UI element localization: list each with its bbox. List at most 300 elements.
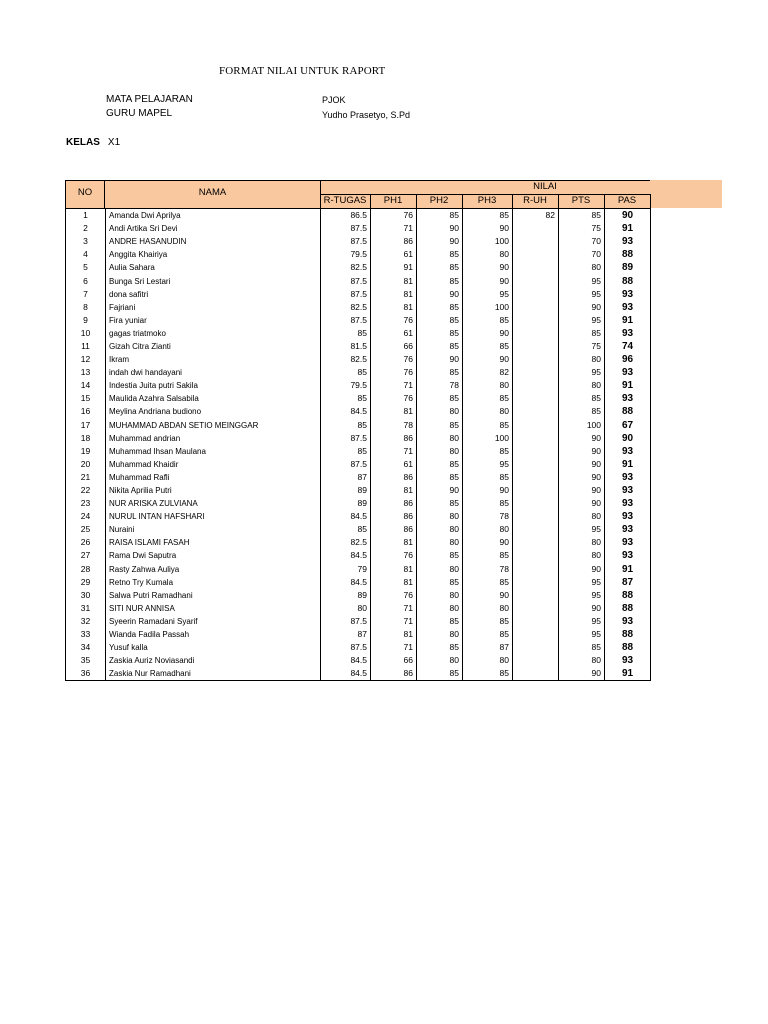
row-pas: 91 [605, 667, 651, 681]
table-row [66, 497, 651, 510]
row-pts: 95 [559, 523, 605, 536]
row-pas: 88 [605, 589, 651, 602]
row-pts: 80 [559, 353, 605, 366]
row-r-tugas: 89 [321, 497, 371, 510]
row-nama: Maulida Azahra Salsabila [106, 392, 321, 405]
row-ph2: 80 [417, 432, 463, 445]
row-pts: 95 [559, 576, 605, 589]
row-ph2: 85 [417, 301, 463, 314]
kelas-line [66, 137, 120, 148]
row-ph1: 86 [371, 523, 417, 536]
row-ph3: 80 [463, 379, 513, 392]
row-r-uh [513, 379, 559, 392]
row-ph1: 81 [371, 536, 417, 549]
row-pts: 85 [559, 209, 605, 223]
table-row [66, 510, 651, 523]
row-nama: Salwa Putri Ramadhani [106, 589, 321, 602]
row-r-tugas: 87.5 [321, 235, 371, 248]
header-ph3: PH3 [477, 195, 497, 206]
row-no: 16 [66, 405, 106, 418]
row-r-tugas: 85 [321, 392, 371, 405]
row-nama: Meylina Andriana budiono [106, 405, 321, 418]
row-r-uh [513, 471, 559, 484]
row-r-tugas: 79 [321, 563, 371, 576]
row-pas: 93 [605, 366, 651, 379]
row-no: 11 [66, 340, 106, 353]
row-ph2: 80 [417, 523, 463, 536]
kelas-value: X1 [107, 137, 121, 148]
row-ph2: 85 [417, 497, 463, 510]
row-pas: 93 [605, 654, 651, 667]
row-nama: Muhammad Rafli [106, 471, 321, 484]
row-r-tugas: 87.5 [321, 615, 371, 628]
row-ph2: 90 [417, 235, 463, 248]
grades-table [65, 208, 651, 681]
row-ph2: 80 [417, 445, 463, 458]
table-row [66, 419, 651, 432]
row-nama: Fajriani [106, 301, 321, 314]
row-ph3: 85 [463, 667, 513, 681]
table-row [66, 405, 651, 418]
row-pas: 93 [605, 615, 651, 628]
row-nama: NURUL INTAN HAFSHARI [106, 510, 321, 523]
row-pts: 95 [559, 366, 605, 379]
row-r-tugas: 87.5 [321, 222, 371, 235]
table-row [66, 288, 651, 301]
row-r-tugas: 85 [321, 523, 371, 536]
row-ph3: 90 [463, 353, 513, 366]
guru-mapel-label: GURU MAPEL [106, 108, 173, 119]
row-pts: 80 [559, 654, 605, 667]
row-no: 4 [66, 248, 106, 261]
row-pas: 88 [605, 274, 651, 287]
row-r-uh [513, 641, 559, 654]
row-r-tugas: 87.5 [321, 274, 371, 287]
row-ph1: 71 [371, 222, 417, 235]
row-ph1: 81 [371, 563, 417, 576]
row-r-tugas: 85 [321, 419, 371, 432]
row-pts: 95 [559, 615, 605, 628]
kelas-label: KELAS [66, 137, 100, 148]
row-ph1: 76 [371, 209, 417, 223]
row-nama: indah dwi handayani [106, 366, 321, 379]
row-pas: 74 [605, 340, 651, 353]
row-pas: 91 [605, 314, 651, 327]
row-r-tugas: 81.5 [321, 340, 371, 353]
row-nama: Aulia Sahara [106, 261, 321, 274]
row-ph3: 80 [463, 248, 513, 261]
row-no: 36 [66, 667, 106, 681]
table-row [66, 248, 651, 261]
row-r-tugas: 87.5 [321, 432, 371, 445]
row-ph2: 80 [417, 563, 463, 576]
row-ph3: 85 [463, 549, 513, 562]
row-r-uh [513, 301, 559, 314]
row-pas: 89 [605, 261, 651, 274]
row-pts: 95 [559, 288, 605, 301]
row-no: 34 [66, 641, 106, 654]
row-ph3: 85 [463, 419, 513, 432]
row-r-tugas: 82.5 [321, 301, 371, 314]
row-nama: Zaskia Auriz Noviasandi [106, 654, 321, 667]
row-pts: 90 [559, 471, 605, 484]
row-pas: 88 [605, 602, 651, 615]
row-pas: 93 [605, 510, 651, 523]
row-ph3: 87 [463, 641, 513, 654]
row-pts: 75 [559, 340, 605, 353]
row-r-uh [513, 392, 559, 405]
row-pts: 90 [559, 484, 605, 497]
row-ph2: 90 [417, 484, 463, 497]
row-no: 15 [66, 392, 106, 405]
row-r-tugas: 85 [321, 366, 371, 379]
row-pts: 80 [559, 536, 605, 549]
row-nama: Wianda Fadila Passah [106, 628, 321, 641]
row-r-uh [513, 576, 559, 589]
row-no: 2 [66, 222, 106, 235]
row-no: 5 [66, 261, 106, 274]
row-pts: 90 [559, 301, 605, 314]
row-no: 1 [66, 209, 106, 223]
row-pas: 87 [605, 576, 651, 589]
page-title: FORMAT NILAI UNTUK RAPORT [219, 65, 386, 77]
table-row [66, 576, 651, 589]
header-ph2: PH2 [429, 195, 449, 206]
header-pas: PAS [617, 195, 637, 206]
table-row [66, 458, 651, 471]
row-pas: 93 [605, 523, 651, 536]
row-r-uh [513, 445, 559, 458]
row-pts: 80 [559, 261, 605, 274]
row-pas: 88 [605, 641, 651, 654]
row-ph3: 90 [463, 536, 513, 549]
row-r-tugas: 82.5 [321, 536, 371, 549]
row-r-tugas: 82.5 [321, 261, 371, 274]
row-r-tugas: 82.5 [321, 353, 371, 366]
row-ph1: 86 [371, 432, 417, 445]
row-ph2: 78 [417, 379, 463, 392]
row-r-uh [513, 261, 559, 274]
row-no: 10 [66, 327, 106, 340]
row-pts: 85 [559, 327, 605, 340]
row-nama: Indestia Juita putri Sakila [106, 379, 321, 392]
row-nama: Fira yuniar [106, 314, 321, 327]
row-nama: Muhammad andrian [106, 432, 321, 445]
row-r-uh [513, 497, 559, 510]
row-pts: 85 [559, 641, 605, 654]
row-pas: 93 [605, 471, 651, 484]
table-row [66, 628, 651, 641]
row-ph1: 71 [371, 445, 417, 458]
row-ph1: 81 [371, 288, 417, 301]
row-pas: 91 [605, 379, 651, 392]
row-pas: 93 [605, 288, 651, 301]
row-ph3: 90 [463, 261, 513, 274]
table-row [66, 471, 651, 484]
row-ph3: 85 [463, 314, 513, 327]
table-row [66, 235, 651, 248]
row-nama: Bunga Sri Lestari [106, 274, 321, 287]
row-no: 26 [66, 536, 106, 549]
row-pts: 85 [559, 392, 605, 405]
row-ph1: 76 [371, 353, 417, 366]
row-ph3: 80 [463, 602, 513, 615]
row-pts: 95 [559, 628, 605, 641]
row-nama: dona safitri [106, 288, 321, 301]
row-ph1: 81 [371, 405, 417, 418]
row-pas: 90 [605, 432, 651, 445]
row-ph1: 76 [371, 366, 417, 379]
row-ph2: 85 [417, 615, 463, 628]
row-ph2: 85 [417, 314, 463, 327]
row-ph2: 85 [417, 366, 463, 379]
row-pas: 91 [605, 222, 651, 235]
table-row [66, 484, 651, 497]
row-ph1: 76 [371, 589, 417, 602]
row-ph3: 90 [463, 327, 513, 340]
row-ph3: 85 [463, 445, 513, 458]
row-r-uh [513, 288, 559, 301]
row-r-uh [513, 615, 559, 628]
row-r-tugas: 87 [321, 628, 371, 641]
row-r-uh [513, 484, 559, 497]
table-row [66, 274, 651, 287]
row-r-tugas: 84.5 [321, 667, 371, 681]
row-r-uh [513, 340, 559, 353]
row-pas: 93 [605, 327, 651, 340]
row-ph3: 90 [463, 589, 513, 602]
row-ph3: 85 [463, 497, 513, 510]
table-row [66, 379, 651, 392]
table-row [66, 314, 651, 327]
row-ph1: 66 [371, 654, 417, 667]
row-no: 23 [66, 497, 106, 510]
row-ph3: 85 [463, 392, 513, 405]
row-r-uh [513, 327, 559, 340]
row-r-tugas: 89 [321, 589, 371, 602]
table-row [66, 536, 651, 549]
row-pas: 88 [605, 628, 651, 641]
row-nama: Rasty Zahwa Auliya [106, 563, 321, 576]
table-row [66, 261, 651, 274]
row-ph1: 76 [371, 392, 417, 405]
row-pas: 88 [605, 405, 651, 418]
row-ph2: 85 [417, 667, 463, 681]
header-ph1: PH1 [383, 195, 403, 206]
row-ph3: 85 [463, 615, 513, 628]
mata-pelajaran-label: MATA PELAJARAN [106, 94, 193, 105]
row-ph1: 86 [371, 510, 417, 523]
row-ph1: 81 [371, 576, 417, 589]
row-r-uh [513, 432, 559, 445]
row-ph3: 85 [463, 209, 513, 223]
row-ph1: 86 [371, 667, 417, 681]
row-ph2: 90 [417, 222, 463, 235]
row-r-tugas: 84.5 [321, 405, 371, 418]
row-ph1: 61 [371, 248, 417, 261]
row-ph1: 86 [371, 235, 417, 248]
row-pts: 90 [559, 602, 605, 615]
row-pts: 90 [559, 667, 605, 681]
table-row [66, 353, 651, 366]
row-ph1: 66 [371, 340, 417, 353]
row-r-uh [513, 419, 559, 432]
row-ph2: 80 [417, 628, 463, 641]
row-ph2: 85 [417, 392, 463, 405]
row-r-uh [513, 405, 559, 418]
header-r-tugas: R-TUGAS [323, 195, 367, 206]
row-ph3: 85 [463, 340, 513, 353]
table-row [66, 340, 651, 353]
row-ph3: 85 [463, 628, 513, 641]
row-ph2: 80 [417, 654, 463, 667]
row-nama: Muhammad Khaidir [106, 458, 321, 471]
row-ph1: 81 [371, 628, 417, 641]
row-no: 17 [66, 419, 106, 432]
row-r-uh [513, 458, 559, 471]
row-nama: RAISA ISLAMI FASAH [106, 536, 321, 549]
row-ph2: 85 [417, 549, 463, 562]
table-row [66, 301, 651, 314]
row-pas: 93 [605, 497, 651, 510]
row-no: 13 [66, 366, 106, 379]
row-ph2: 85 [417, 340, 463, 353]
row-nama: gagas triatmoko [106, 327, 321, 340]
row-no: 7 [66, 288, 106, 301]
guru-mapel-value: Yudho Prasetyo, S.Pd [322, 110, 411, 120]
header-nama: NAMA [198, 187, 227, 198]
row-r-tugas: 79.5 [321, 248, 371, 261]
row-ph3: 80 [463, 654, 513, 667]
row-no: 24 [66, 510, 106, 523]
row-ph3: 100 [463, 301, 513, 314]
row-ph2: 85 [417, 419, 463, 432]
row-ph3: 85 [463, 576, 513, 589]
row-pts: 80 [559, 379, 605, 392]
table-row [66, 563, 651, 576]
row-r-tugas: 86.5 [321, 209, 371, 223]
row-r-uh [513, 353, 559, 366]
row-no: 22 [66, 484, 106, 497]
table-row [66, 654, 651, 667]
row-pts: 100 [559, 419, 605, 432]
row-ph3: 95 [463, 288, 513, 301]
row-ph3: 80 [463, 405, 513, 418]
row-ph2: 85 [417, 248, 463, 261]
row-ph2: 80 [417, 405, 463, 418]
row-pts: 80 [559, 549, 605, 562]
row-nama: MUHAMMAD ABDAN SETIO MEINGGAR [106, 419, 321, 432]
row-pas: 88 [605, 248, 651, 261]
row-ph2: 85 [417, 327, 463, 340]
row-pas: 67 [605, 419, 651, 432]
row-r-uh [513, 654, 559, 667]
row-nama: Syeerin Ramadani Syarif [106, 615, 321, 628]
table-row [66, 392, 651, 405]
row-pts: 95 [559, 274, 605, 287]
row-pts: 70 [559, 235, 605, 248]
table-row [66, 641, 651, 654]
row-ph2: 85 [417, 576, 463, 589]
row-no: 3 [66, 235, 106, 248]
row-ph3: 95 [463, 458, 513, 471]
row-ph1: 61 [371, 458, 417, 471]
row-r-tugas: 87.5 [321, 314, 371, 327]
row-pts: 80 [559, 510, 605, 523]
table-row [66, 589, 651, 602]
row-nama: Gizah Citra Zianti [106, 340, 321, 353]
row-ph3: 90 [463, 484, 513, 497]
row-r-tugas: 85 [321, 445, 371, 458]
row-nama: Andi Artika Sri Devi [106, 222, 321, 235]
row-ph2: 85 [417, 458, 463, 471]
row-r-tugas: 85 [321, 327, 371, 340]
row-nama: Yusuf kalla [106, 641, 321, 654]
table-row [66, 432, 651, 445]
header-no: NO [77, 187, 93, 198]
row-r-tugas: 84.5 [321, 654, 371, 667]
row-ph1: 91 [371, 261, 417, 274]
row-ph3: 80 [463, 523, 513, 536]
row-r-tugas: 87.5 [321, 641, 371, 654]
row-pas: 91 [605, 563, 651, 576]
row-r-uh [513, 628, 559, 641]
table-row [66, 523, 651, 536]
row-ph3: 82 [463, 366, 513, 379]
row-nama: NUR ARISKA ZULVIANA [106, 497, 321, 510]
table-row [66, 366, 651, 379]
table-row [66, 549, 651, 562]
row-r-tugas: 87.5 [321, 288, 371, 301]
row-no: 21 [66, 471, 106, 484]
row-no: 6 [66, 274, 106, 287]
row-ph1: 71 [371, 602, 417, 615]
row-r-uh [513, 510, 559, 523]
row-r-tugas: 84.5 [321, 510, 371, 523]
row-nama: Rama Dwi Saputra [106, 549, 321, 562]
row-no: 8 [66, 301, 106, 314]
mata-pelajaran-value: PJOK [322, 95, 346, 105]
row-r-uh [513, 563, 559, 576]
row-ph3: 100 [463, 235, 513, 248]
row-ph1: 71 [371, 615, 417, 628]
row-ph1: 81 [371, 274, 417, 287]
row-ph3: 90 [463, 222, 513, 235]
row-ph3: 90 [463, 274, 513, 287]
row-r-tugas: 84.5 [321, 576, 371, 589]
row-nama: Amanda Dwi Aprilya [106, 209, 321, 223]
row-pas: 93 [605, 536, 651, 549]
table-row [66, 602, 651, 615]
row-r-uh [513, 274, 559, 287]
row-ph1: 76 [371, 314, 417, 327]
row-ph3: 100 [463, 432, 513, 445]
row-no: 32 [66, 615, 106, 628]
row-no: 28 [66, 563, 106, 576]
row-ph1: 81 [371, 301, 417, 314]
header-r-uh: R-UH [523, 195, 547, 206]
row-pas: 93 [605, 484, 651, 497]
row-ph1: 81 [371, 484, 417, 497]
row-no: 33 [66, 628, 106, 641]
table-row [66, 445, 651, 458]
row-no: 18 [66, 432, 106, 445]
row-pts: 95 [559, 314, 605, 327]
row-r-uh [513, 235, 559, 248]
row-pts: 90 [559, 458, 605, 471]
table-row [66, 667, 651, 681]
row-no: 25 [66, 523, 106, 536]
